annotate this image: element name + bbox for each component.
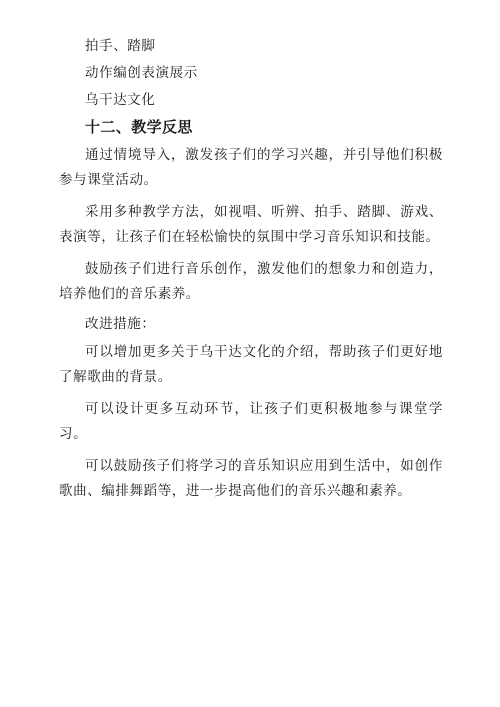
paragraph: 鼓励孩子们进行音乐创作，激发他们的想象力和创造力，培养他们的音乐素养。 xyxy=(59,261,443,302)
paragraph: 采用多种教学方法，如视唱、听辨、拍手、踏脚、游戏、表演等，让孩子们在轻松愉快的氛围中学习音乐知识和技能。 xyxy=(59,204,443,245)
list-item: 拍手、踏脚 xyxy=(85,38,156,54)
improve-label: 改进措施： xyxy=(85,316,156,332)
improvement-paragraph: 可以增加更多关于乌干达文化的介绍，帮助孩子们更好地了解歌曲的背景。 xyxy=(59,344,443,385)
improvement-paragraph: 可以设计更多互动环节，让孩子们更积极地参与课堂学习。 xyxy=(59,401,443,442)
section-heading: 十二、教学反思 xyxy=(85,118,193,136)
document-page xyxy=(59,36,443,511)
list-item: 动作编创表演展示 xyxy=(85,65,198,81)
improvement-paragraph: 可以鼓励孩子们将学习的音乐知识应用到生活中，如创作歌曲、编排舞蹈等，进一步提高他们的音乐兴趣和素养。 xyxy=(59,458,443,499)
list-item: 乌干达文化 xyxy=(85,92,156,108)
paragraph: 通过情境导入，激发孩子们的学习兴趣，并引导他们积极参与课堂活动。 xyxy=(59,147,443,188)
